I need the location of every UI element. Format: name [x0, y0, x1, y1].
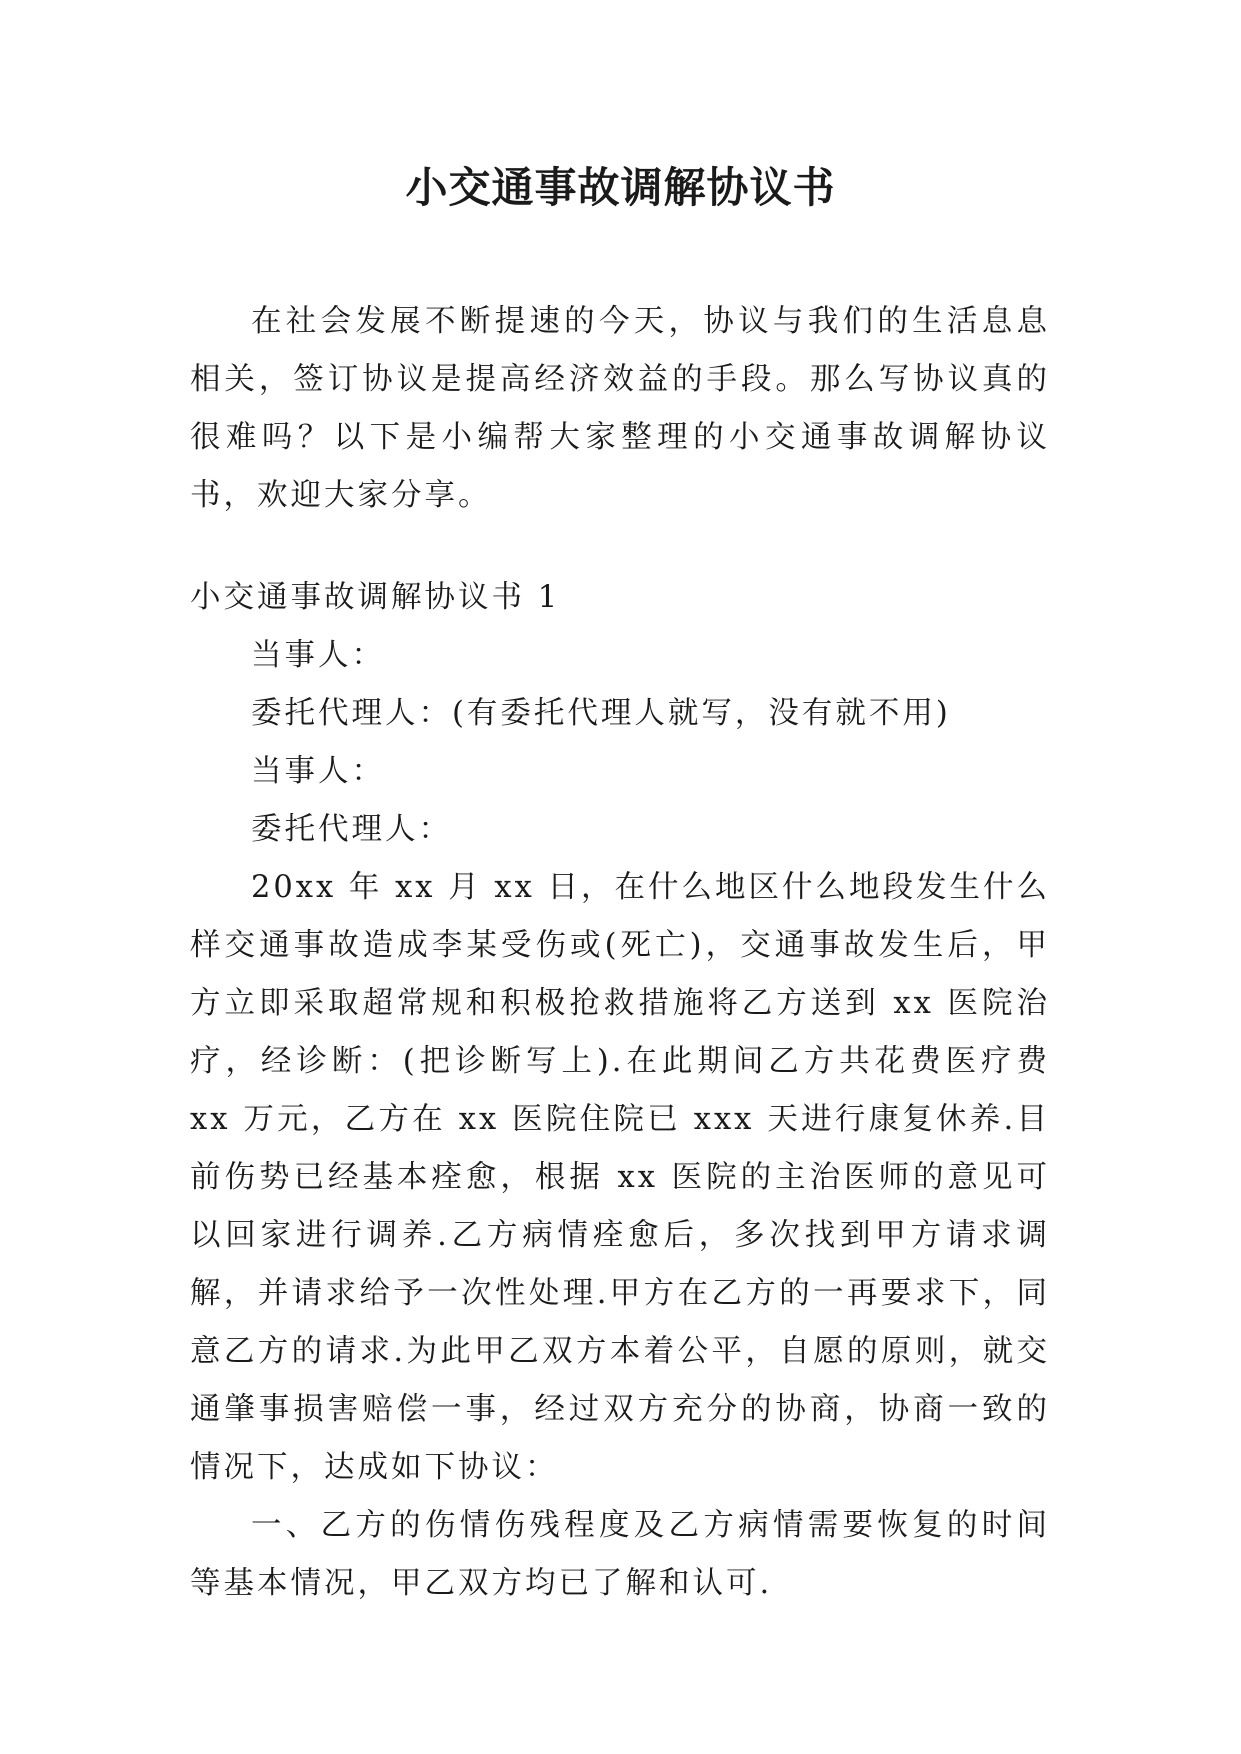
agent-line-1: 委托代理人：(有委托代理人就写，没有就不用) [251, 696, 951, 731]
document-title: 小交通事故调解协议书 [405, 163, 836, 212]
section-heading: 小交通事故调解协议书 1 [190, 580, 561, 615]
party-line-1: 当事人： [251, 638, 385, 673]
facts-paragraph: 20xx 年 xx 月 xx 日，在什么地区什么地段发生什么样交通事故造成李某受伤或(死亡)，交通事故发生后，甲方立即采取超常规和积极抢救措施将乙方送到 xx 医院治疗，经诊断：(把诊断写上).在此期间乙方共花费医疗费 xx 万元，乙方在 xx 医院住院已 xxx 天进行康复休养.目前伤势已经基本痊愈，根据 xx 医院的主治医师的意见可以回家进行调养.乙方病情痊愈后，多次找到甲方请求调解，并请求给予一次性处理.甲方在乙方的一再要求下，同意乙方的请求.为此甲乙双方本着公平，自愿的原则，就交通肇事损害赔偿一事，经过双方充分的协商，协商一致的情况下，达成如下协议： [190, 870, 1050, 1485]
party-line-2: 当事人： [251, 754, 385, 789]
agent-line-2: 委托代理人： [251, 812, 452, 847]
clause-1-paragraph: 一、乙方的伤情伤残程度及乙方病情需要恢复的时间等基本情况，甲乙双方均已了解和认可. [190, 1508, 1050, 1601]
paragraph-spacer [190, 525, 1050, 569]
intro-paragraph: 在社会发展不断提速的今天，协议与我们的生活息息相关，签订协议是提高经济效益的手段。那么写协议真的很难吗？以下是小编帮大家整理的小交通事故调解协议书，欢迎大家分享。 [190, 304, 1050, 513]
document-body [190, 293, 1050, 1613]
